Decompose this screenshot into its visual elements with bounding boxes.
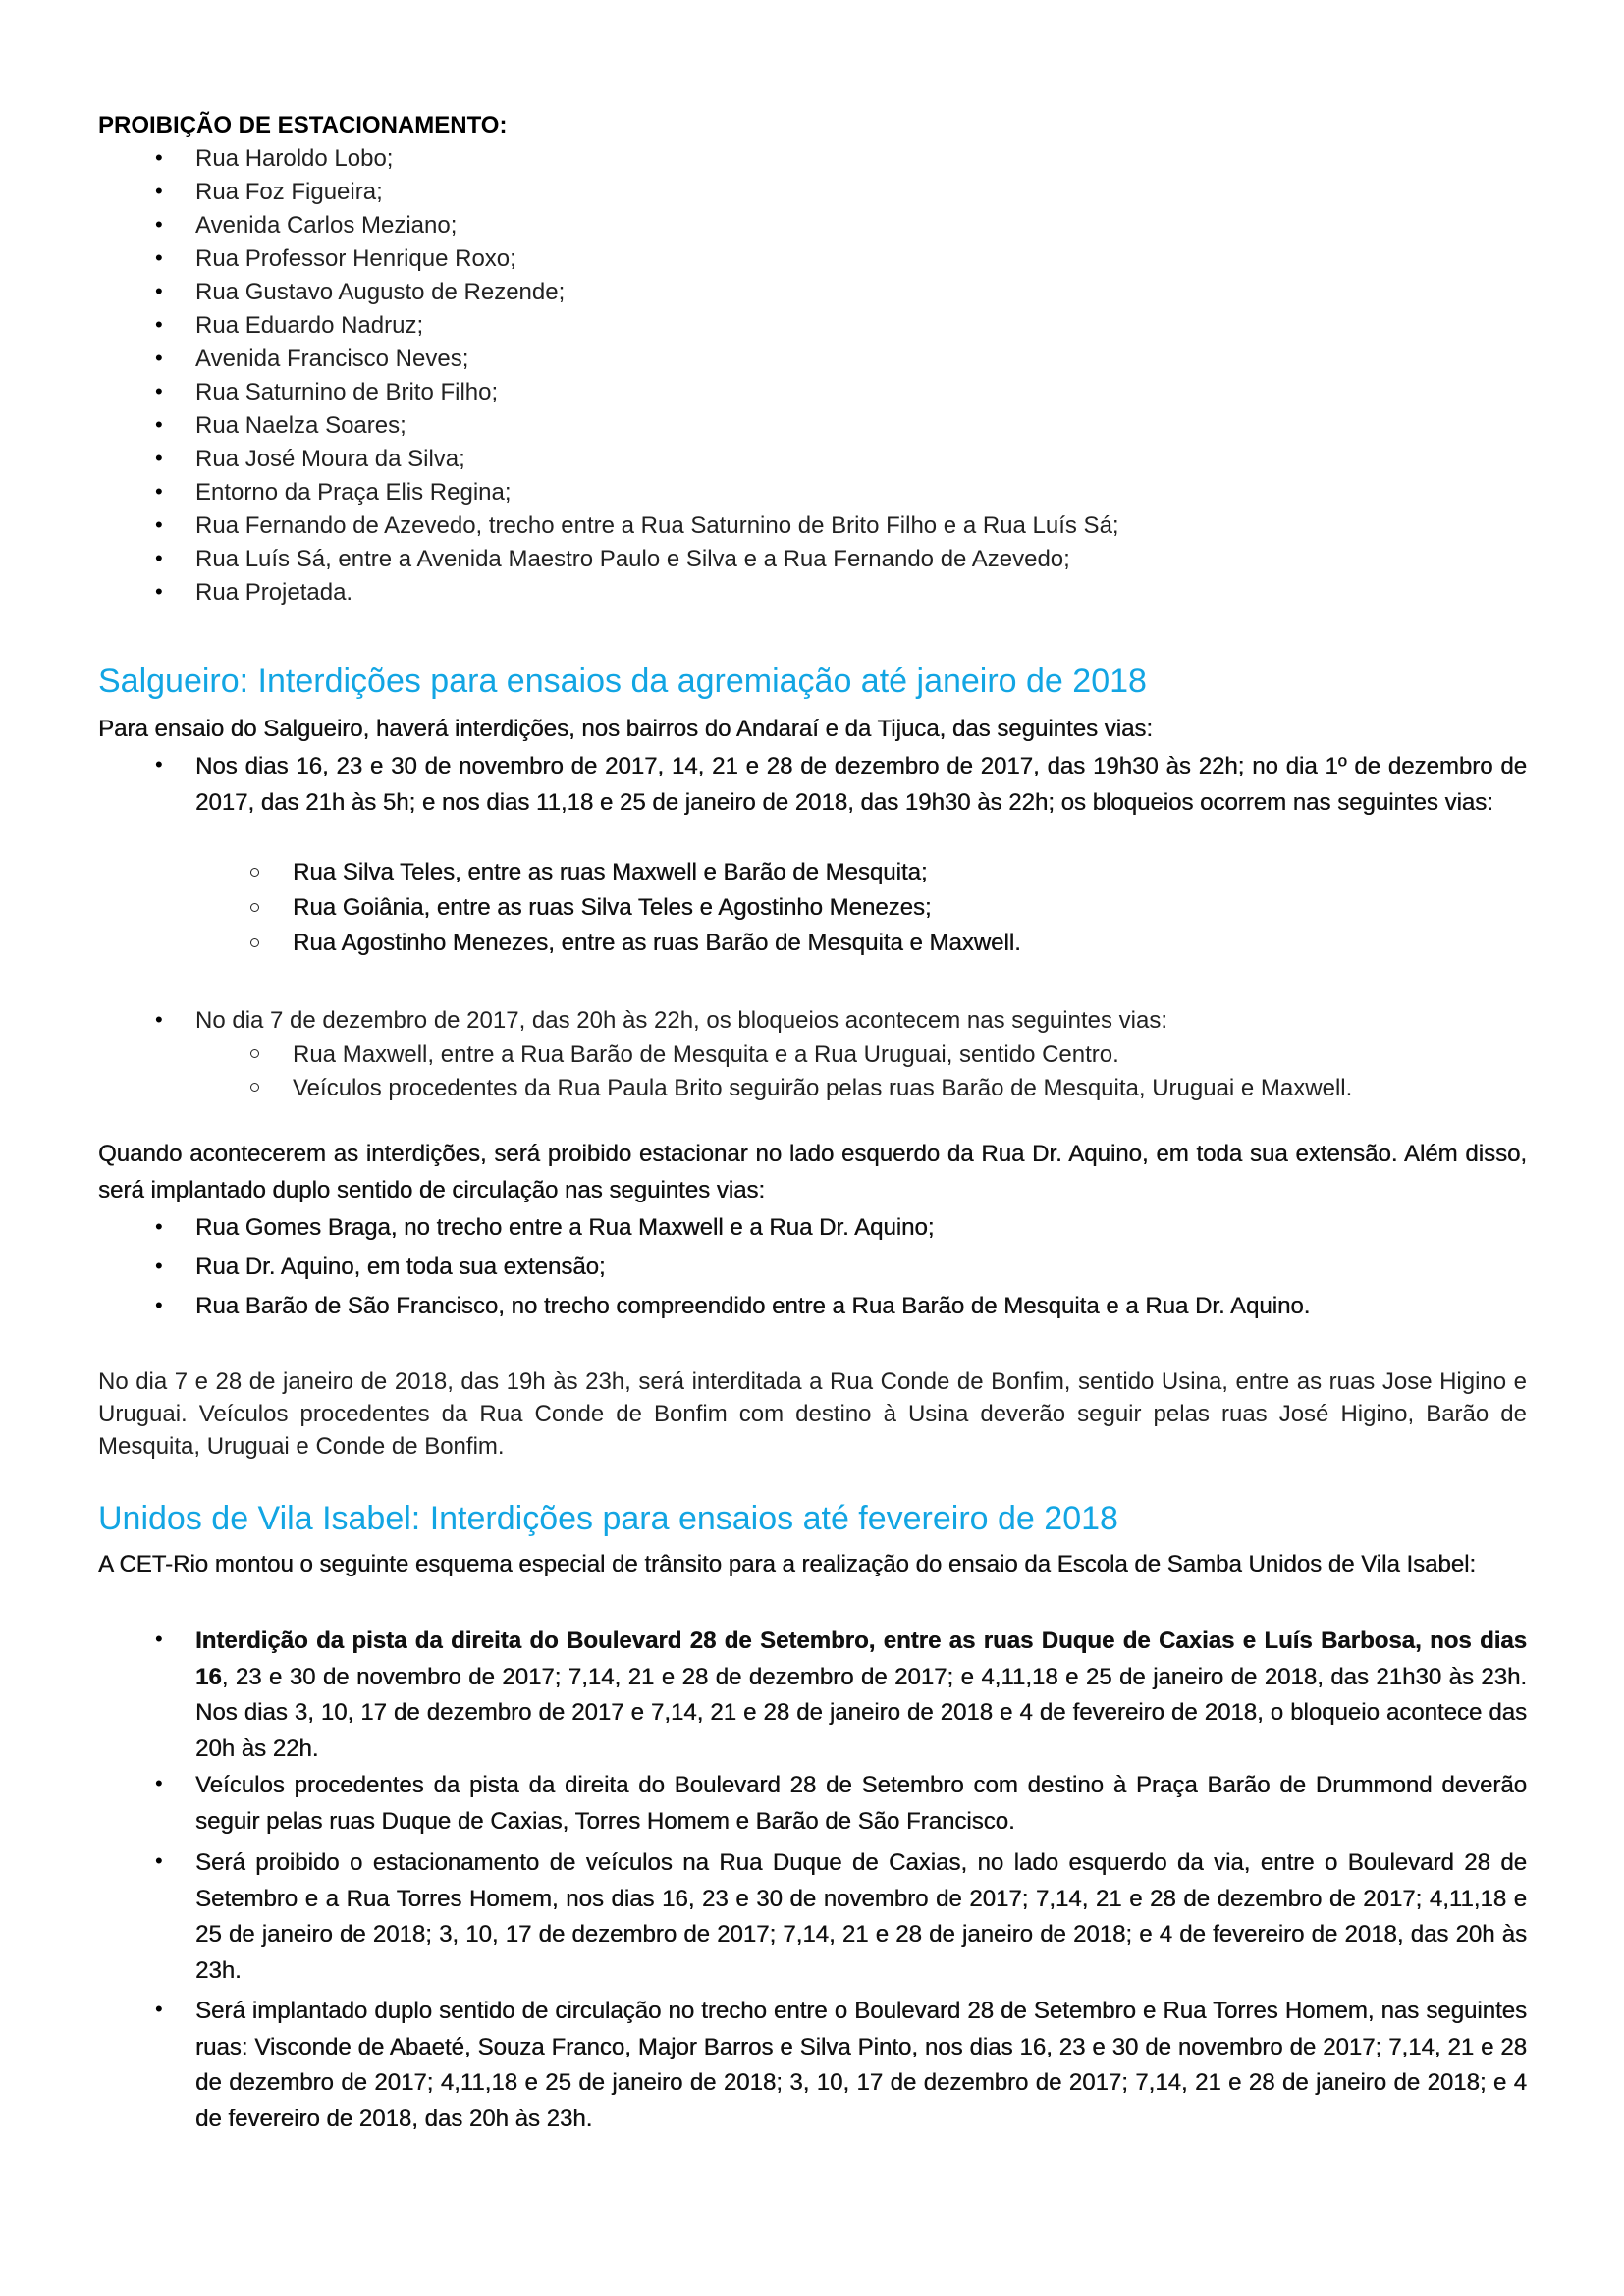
list-item: Rua Projetada. xyxy=(195,579,353,606)
circle-bullet-icon xyxy=(250,868,259,877)
vila-isabel-item: Será implantado duplo sentido de circulação no trecho entre o Boulevard 28 de Setembro e Rua Torres Homem, nas seguintes ruas: Visconde de Abaeté, Souza Franco, Major Barros e Silva Pinto, nos dias 16, 23 e 30 de novembro de 2017; 7,14, 21 e 28 de dezembro de 2017; 4,11,18 e 25 de janeiro de 2018; 3, 10, 17 de dezembro de 2017; 7,14, 21 e 28 de janeiro de 2018; e 4 de fevereiro de 2018, das 20h às 23h. xyxy=(195,1998,1527,2132)
sub-item: Rua Maxwell, entre a Rua Barão de Mesquita e a Rua Uruguai, sentido Centro. xyxy=(293,1041,1119,1068)
two-way-item: Rua Dr. Aquino, em toda sua extensão; xyxy=(195,1254,606,1280)
two-way-item: Rua Gomes Braga, no trecho entre a Rua Maxwell e a Rua Dr. Aquino; xyxy=(195,1214,935,1241)
vila-isabel-item xyxy=(195,1624,1527,1767)
bullet-icon: • xyxy=(155,346,163,370)
bullet-icon: • xyxy=(155,479,163,504)
salgueiro-heading: Salgueiro: Interdições para ensaios da agremiação até janeiro de 2018 xyxy=(98,663,1147,700)
salgueiro-when-paragraph: Quando acontecerem as interdições, será proibido estacionar no lado esquerdo da Rua Dr. Aquino, em toda sua extensão. Além disso, será implantado duplo sentido de circulação nas seguintes vias: xyxy=(98,1141,1527,1203)
sub-item: Rua Goiânia, entre as ruas Silva Teles e Agostinho Menezes; xyxy=(293,894,932,921)
list-item: Rua Professor Henrique Roxo; xyxy=(195,245,516,272)
bullet-icon: • xyxy=(155,412,163,437)
bullet-icon: • xyxy=(155,1848,163,1873)
bullet-icon: • xyxy=(155,312,163,337)
bullet-icon: • xyxy=(155,279,163,303)
list-item: Rua Fernando de Azevedo, trecho entre a Rua Saturnino de Brito Filho e a Rua Luís Sá; xyxy=(195,512,1119,539)
two-way-item: Rua Barão de São Francisco, no trecho compreendido entre a Rua Barão de Mesquita e a Rua Dr. Aquino. xyxy=(195,1293,1311,1319)
vila-isabel-intro: A CET-Rio montou o seguinte esquema especial de trânsito para a realização do ensaio da Escola de Samba Unidos de Vila Isabel: xyxy=(98,1551,1477,1577)
bullet-icon: • xyxy=(155,1771,163,1795)
bullet-icon: • xyxy=(155,212,163,237)
bullet-icon: • xyxy=(155,1293,163,1317)
sub-item: Rua Silva Teles, entre as ruas Maxwell e Barão de Mesquita; xyxy=(293,859,928,885)
circle-bullet-icon xyxy=(250,938,259,947)
salgueiro-bullet-1: Nos dias 16, 23 e 30 de novembro de 2017, 14, 21 e 28 de dezembro de 2017, das 19h30 às 22h; no dia 1º de dezembro de 2017, das 21h às 5h; e nos dias 11,18 e 25 de janeiro de 2018, das 19h30 às 22h; os bloqueios ocorrem nas seguintes vias: xyxy=(195,753,1527,816)
item-text: , 23 e 30 de novembro de 2017; 7,14, 21 e 28 de dezembro de 2017; e 4,11,18 e 25 de janeiro de 2018, das 21h30 às 23h. Nos dias 3, 10, 17 de dezembro de 2017 e 7,14, 21 e 28 de janeiro de 2018 e 4 de fevereiro de 2018, o bloqueio acontece das 20h às 22h. xyxy=(195,1663,1527,1762)
list-item: Rua José Moura da Silva; xyxy=(195,446,465,472)
list-item: Rua Luís Sá, entre a Avenida Maestro Paulo e Silva e a Rua Fernando de Azevedo; xyxy=(195,546,1070,572)
salgueiro-january-paragraph: No dia 7 e 28 de janeiro de 2018, das 19h às 23h, será interditada a Rua Conde de Bonfim, sentido Usina, entre as ruas Jose Higino e Uruguai. Veículos procedentes da Rua Conde de Bonfim com destino à Usina deverão seguir pelas ruas José Higino, Barão de Mesquita, Uruguai e Conde de Bonfim. xyxy=(98,1368,1527,1460)
salgueiro-intro: Para ensaio do Salgueiro, haverá interdições, nos bairros do Andaraí e da Tijuca, das seguintes vias: xyxy=(98,716,1153,742)
vila-isabel-heading: Unidos de Vila Isabel: Interdições para ensaios até fevereiro de 2018 xyxy=(98,1500,1118,1537)
list-item: Rua Eduardo Nadruz; xyxy=(195,312,424,339)
bullet-icon: • xyxy=(155,245,163,270)
list-item: Rua Foz Figueira; xyxy=(195,179,383,205)
list-item: Rua Saturnino de Brito Filho; xyxy=(195,379,499,405)
list-item: Avenida Francisco Neves; xyxy=(195,346,469,372)
bullet-icon: • xyxy=(155,512,163,537)
bullet-icon: • xyxy=(155,546,163,570)
bullet-icon: • xyxy=(155,1214,163,1239)
bold-lead: Interdição da pista da direita do Boulevard 28 de Setembro, entre as ruas Duque de Caxias e Luís Barbosa, nos dias 16 xyxy=(195,1628,1527,1690)
circle-bullet-icon xyxy=(250,903,259,912)
list-item: Entorno da Praça Elis Regina; xyxy=(195,479,512,506)
list-item: Avenida Carlos Meziano; xyxy=(195,212,458,239)
vila-isabel-item: Será proibido o estacionamento de veículos na Rua Duque de Caxias, no lado esquerdo da via, entre o Boulevard 28 de Setembro e a Rua Torres Homem, nos dias 16, 23 e 30 de novembro de 2017; 7,14, 21 e 28 de dezembro de 2017; 4,11,18 e 25 de janeiro de 2018; 3, 10, 17 de dezembro de 2017; 7,14, 21 e 28 de janeiro de 2018; e 4 de fevereiro de 2018, das 20h às 23h. xyxy=(195,1849,1527,1984)
bullet-icon: • xyxy=(155,145,163,170)
list-item: Rua Naelza Soares; xyxy=(195,412,406,439)
bullet-icon: • xyxy=(155,1007,163,1032)
bullet-icon: • xyxy=(155,1997,163,2021)
bullet-icon: • xyxy=(155,579,163,604)
bullet-icon: • xyxy=(155,752,163,776)
bullet-icon: • xyxy=(155,1627,163,1651)
bullet-icon: • xyxy=(155,179,163,203)
parking-section-title: PROIBIÇÃO DE ESTACIONAMENTO: xyxy=(98,112,508,138)
vila-isabel-item: Veículos procedentes da pista da direita do Boulevard 28 de Setembro com destino à Praça Barão de Drummond deverão seguir pelas ruas Duque de Caxias, Torres Homem e Barão de São Francisco. xyxy=(195,1772,1527,1835)
bullet-icon: • xyxy=(155,446,163,470)
salgueiro-bullet-2: No dia 7 de dezembro de 2017, das 20h às 22h, os bloqueios acontecem nas seguintes vias: xyxy=(195,1007,1167,1034)
sub-item: Veículos procedentes da Rua Paula Brito seguirão pelas ruas Barão de Mesquita, Uruguai e Maxwell. xyxy=(293,1075,1353,1101)
bullet-icon: • xyxy=(155,1254,163,1278)
bullet-icon: • xyxy=(155,379,163,403)
sub-item: Rua Agostinho Menezes, entre as ruas Barão de Mesquita e Maxwell. xyxy=(293,930,1021,956)
list-item: Rua Haroldo Lobo; xyxy=(195,145,394,172)
list-item: Rua Gustavo Augusto de Rezende; xyxy=(195,279,566,305)
circle-bullet-icon xyxy=(250,1083,259,1092)
circle-bullet-icon xyxy=(250,1049,259,1058)
